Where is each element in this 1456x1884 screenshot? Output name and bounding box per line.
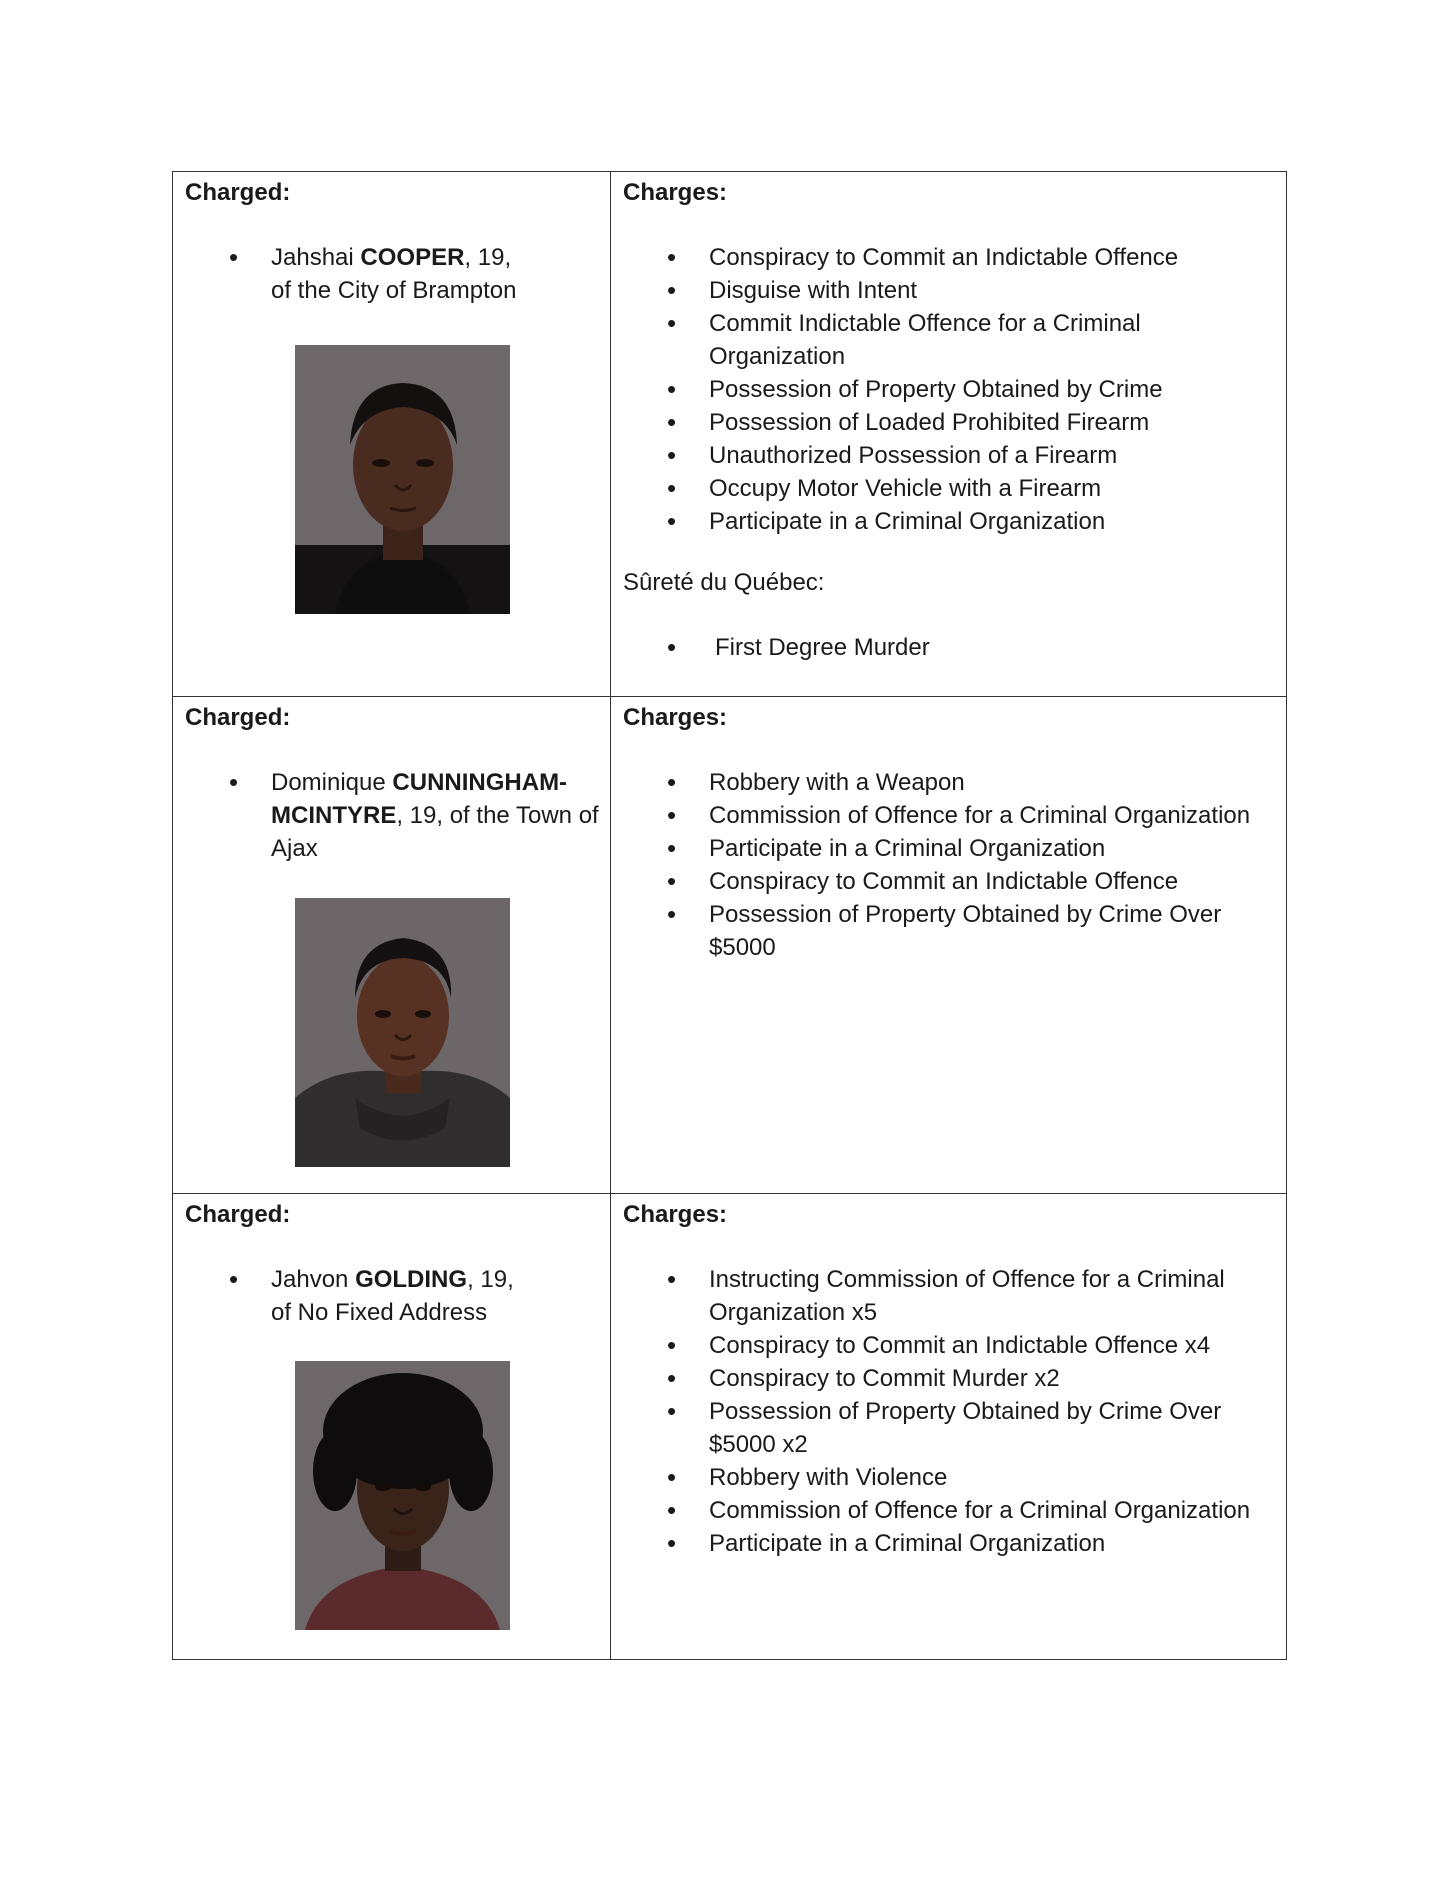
person-list	[185, 1263, 610, 1329]
charged-cell	[173, 172, 611, 697]
list-item: • Conspiracy to Commit an Indictable Offence x4	[623, 1329, 1286, 1362]
person-list	[185, 766, 610, 865]
charge-list	[623, 241, 1286, 538]
agency-label: Sûreté du Québec:	[623, 569, 825, 596]
list-item: • Conspiracy to Commit an Indictable Offence	[623, 865, 1286, 898]
charge-list	[623, 1263, 1286, 1560]
table-row	[173, 697, 1287, 1194]
list-item: • Instructing Commission of Offence for a Criminal Organization x5	[623, 1263, 1286, 1329]
list-item: • Possession of Property Obtained by Crime	[623, 373, 1286, 406]
mugshot-photo	[295, 1361, 510, 1630]
person-item	[185, 766, 610, 865]
charge-list	[623, 766, 1286, 964]
person-age: , 19,	[464, 244, 512, 271]
charged-cell	[173, 1194, 611, 1660]
person-list	[185, 241, 610, 307]
person-details: , 19, of the Town of Ajax	[271, 802, 599, 862]
person-residence: of the City of Brampton	[271, 277, 517, 304]
table-row	[173, 172, 1287, 697]
charges-table	[172, 171, 1287, 1660]
person-surname: GOLDING	[355, 1266, 468, 1293]
charges-cell	[611, 172, 1287, 697]
charged-cell	[173, 697, 611, 1194]
list-item: • Participate in a Criminal Organization	[623, 505, 1286, 538]
person-first-name: Dominique	[271, 769, 386, 796]
list-item: • Participate in a Criminal Organization	[623, 832, 1286, 865]
charges-heading: Charges:	[623, 179, 728, 206]
list-item: • Commit Indictable Offence for a Criminal Organization	[623, 307, 1286, 373]
person-residence: of No Fixed Address	[271, 1299, 488, 1326]
list-item: • Robbery with Violence	[623, 1461, 1286, 1494]
charges-heading: Charges:	[623, 1201, 728, 1228]
list-item: • First Degree Murder	[623, 631, 1286, 664]
charged-heading: Charged:	[185, 704, 291, 731]
list-item: • Possession of Loaded Prohibited Firearm	[623, 406, 1286, 439]
list-item: • Participate in a Criminal Organization	[623, 1527, 1286, 1560]
person-first-name: Jahvon	[271, 1266, 349, 1293]
list-item: • Possession of Property Obtained by Crime Over $5000	[623, 898, 1286, 964]
list-item: • Unauthorized Possession of a Firearm	[623, 439, 1286, 472]
person-item	[185, 1263, 610, 1329]
charges-heading: Charges:	[623, 704, 728, 731]
charges-cell	[611, 697, 1287, 1194]
charged-heading: Charged:	[185, 1201, 291, 1228]
person-age: , 19,	[467, 1266, 514, 1293]
list-item: • Commission of Offence for a Criminal Organization	[623, 1494, 1286, 1527]
list-item: • Occupy Motor Vehicle with a Firearm	[623, 472, 1286, 505]
person-surname: COOPER	[360, 244, 465, 271]
agency-charge-list	[623, 631, 1286, 664]
mugshot-photo	[295, 345, 510, 614]
table-row	[173, 1194, 1287, 1660]
list-item: • Robbery with a Weapon	[623, 766, 1286, 799]
list-item: • Conspiracy to Commit an Indictable Offence	[623, 241, 1286, 274]
charges-cell	[611, 1194, 1287, 1660]
person-first-name: Jahshai	[271, 244, 354, 271]
charged-heading: Charged:	[185, 179, 291, 206]
list-item: • Disguise with Intent	[623, 274, 1286, 307]
person-surname: CUNNINGHAM-MCINTYRE	[271, 769, 568, 829]
person-item	[185, 241, 610, 307]
mugshot-photo	[295, 898, 510, 1167]
list-item: • Conspiracy to Commit Murder x2	[623, 1362, 1286, 1395]
list-item: • Possession of Property Obtained by Crime Over $5000 x2	[623, 1395, 1286, 1461]
list-item: • Commission of Offence for a Criminal Organization	[623, 799, 1286, 832]
